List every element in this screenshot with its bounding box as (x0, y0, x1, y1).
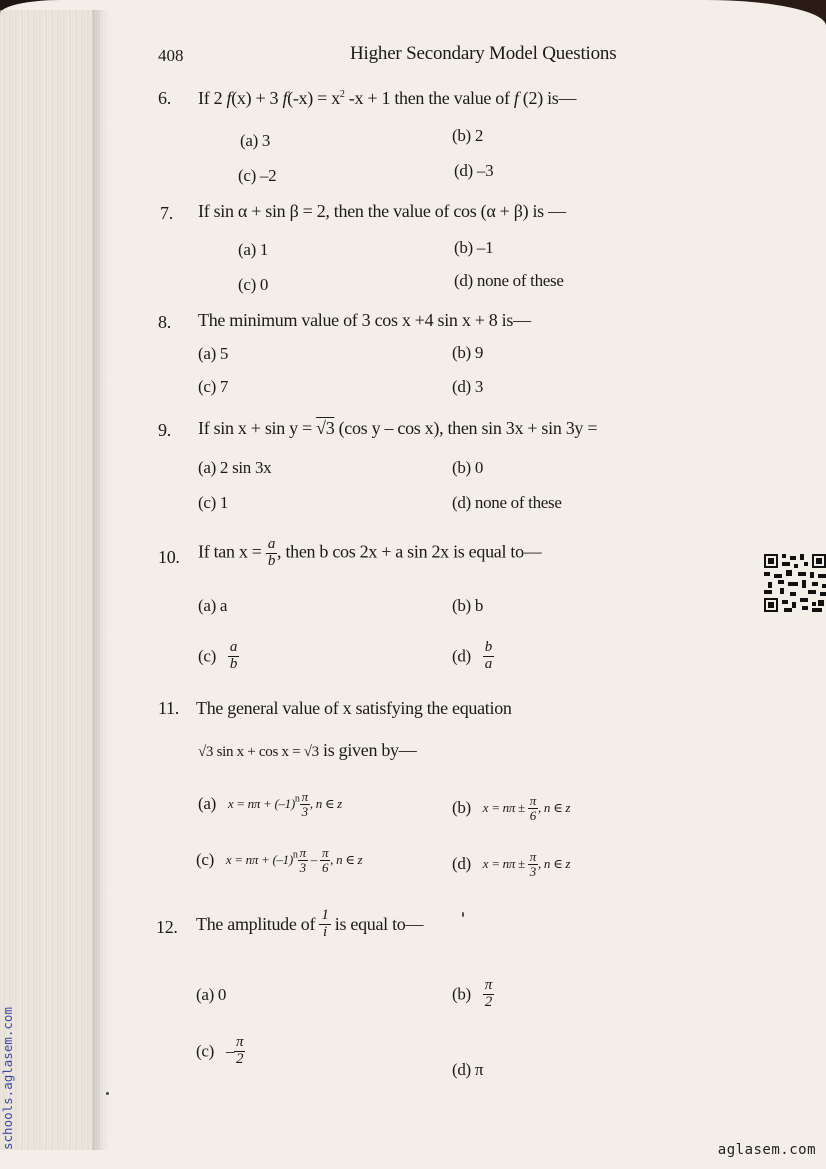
print-speck (106, 1092, 109, 1095)
page-number: 408 (158, 46, 184, 65)
question-text: The minimum value of 3 cos x +4 sin x + 8 is— (198, 310, 531, 330)
question-text: The general value of x satisfying the equation (196, 698, 512, 718)
question-number: 7. (160, 203, 173, 223)
question-number: 11. (158, 698, 179, 718)
option-a: (a) a (198, 596, 228, 615)
option-d: (d) x = nπ ± $\frac{\pi}{3}$ , n ∈ z (452, 849, 571, 879)
question-number: 10. (158, 547, 180, 567)
option-c: (c) –2 (238, 166, 277, 185)
option-c: (c) 0 (238, 275, 269, 294)
option-d: (d) –3 (454, 161, 494, 180)
option-a: (a) 3 (240, 131, 271, 150)
question-text: If sin α + sin β = 2, then the value of cos (α + β) is — (198, 201, 566, 221)
option-b: (b) 0 (452, 458, 484, 477)
option-b: (b) 2 (452, 126, 484, 145)
option-c: (c) $\frac{a}{b}$ (198, 639, 238, 672)
question-text: If 2 f(x) + 3 $f(-x) = x^2$ -x + 1 then the value of f (2) is— (198, 88, 577, 108)
watermark-side: schools.aglasem.com (0, 1007, 15, 1150)
option-b: (b) $\frac{\pi}{2}$ (452, 977, 493, 1010)
question-number: 12. (156, 917, 178, 937)
question-number: 8. (158, 312, 171, 332)
spine-shadow (92, 10, 110, 1150)
question-number: 6. (158, 88, 171, 108)
option-c: (c) 1 (198, 493, 229, 512)
option-b: (b) –1 (454, 238, 494, 257)
question-equation: √3 sin x + cos x = √3 is given by— (198, 740, 417, 760)
option-a: (a) 0 (196, 985, 227, 1004)
option-c: (c) – $\frac{\pi}{2}$ (196, 1034, 244, 1067)
option-d: (d) 3 (452, 377, 484, 396)
option-d: (d) none of these (452, 493, 562, 512)
question-text: If sin x + sin y = √3 (cos y – cos x), then sin 3x + sin 3y = (198, 418, 598, 438)
option-d: (d) π (452, 1060, 484, 1079)
option-b: (b) b (452, 596, 484, 615)
question-text: If tan x = $\frac{a}{b}$ , then b cos 2x + a sin 2x is equal to— (198, 536, 542, 569)
qr-code-icon (764, 554, 826, 612)
question-number: 9. (158, 420, 171, 440)
print-speck (462, 912, 464, 917)
option-a: (a) 2 sin 3x (198, 458, 272, 477)
option-b: (b) 9 (452, 343, 484, 362)
running-title: Higher Secondary Model Questions (350, 43, 617, 64)
watermark-bottom: aglasem.com (717, 1142, 816, 1158)
option-d: (d) none of these (454, 271, 564, 290)
option-b: (b) x = nπ ± $\frac{\pi}{6}$ , n ∈ z (452, 793, 571, 823)
question-text: The amplitude of $\frac{1}{i}$ is equal to— (196, 907, 424, 940)
option-a: (a) 1 (238, 240, 269, 259)
option-c: (c) 7 (198, 377, 229, 396)
option-a: (a) $x = n\pi + (-1)^n$ $\frac{\pi}{3}$ , n ∈ z (198, 789, 342, 819)
option-a: (a) 5 (198, 344, 229, 363)
option-c: (c) $x = n\pi + (-1)^n$ $\frac{\pi}{3}$ – $\frac{\pi}{6}$ , n ∈ z (196, 845, 363, 875)
option-d: (d) $\frac{b}{a}$ (452, 639, 492, 672)
